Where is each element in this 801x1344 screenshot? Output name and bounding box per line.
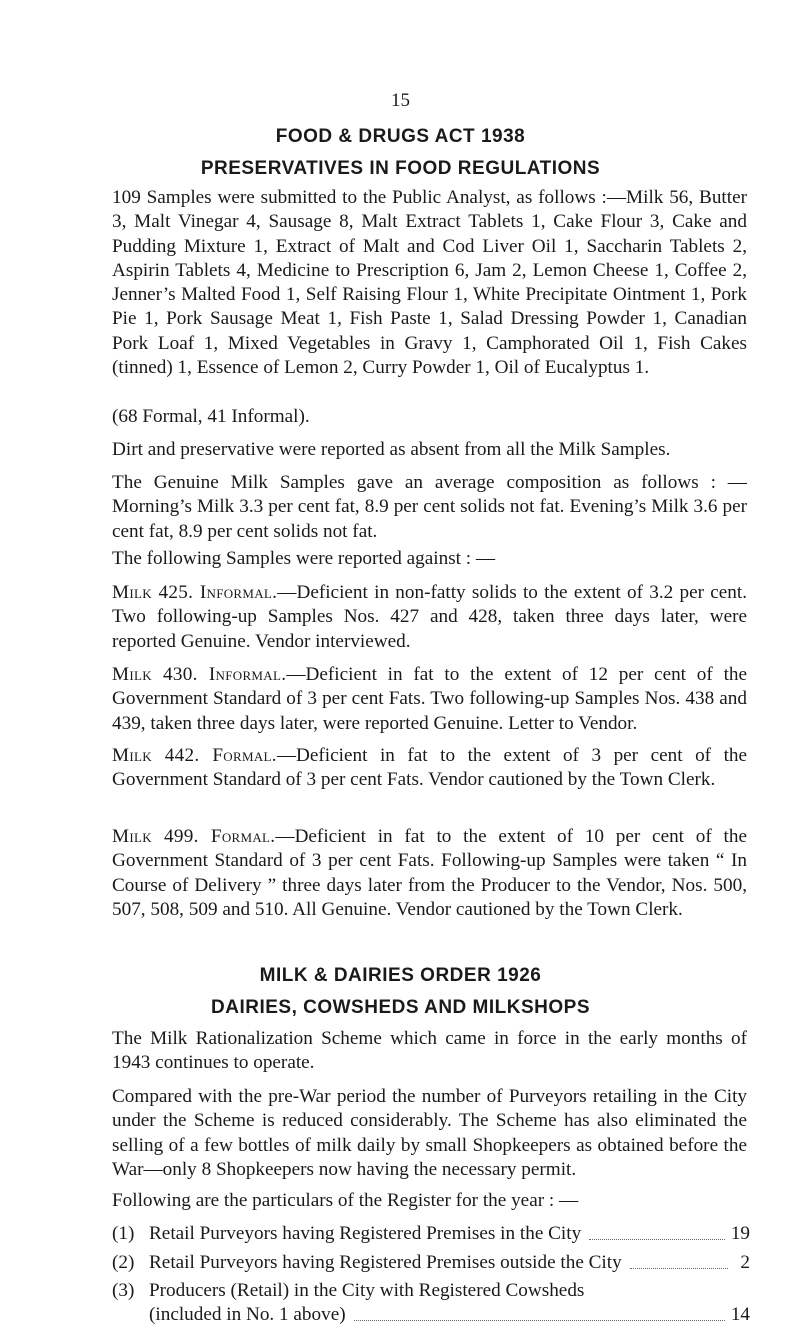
register-item-1 (112, 1222, 750, 1246)
register-item-value: 19 (730, 1223, 750, 1244)
register-item-label: Producers (Retail) in the City with Registered Cowsheds (149, 1280, 585, 1301)
register-item-number: (3) (112, 1280, 135, 1301)
paragraph-formal-informal: (68 Formal, 41 Informal). (112, 406, 310, 427)
paragraph-dirt-preservative: Dirt and preservative were reported as absent from all the Milk Samples. (112, 439, 671, 460)
dot-leader (354, 1303, 725, 1321)
page-number: 15 (391, 90, 410, 111)
heading-milk-dairies-order: MILK & DAIRIES ORDER 1926 (259, 965, 542, 986)
milk-sample-430-text: —Deficient in fat to the extent of 12 per cent of the Government Standard of 3 per cent Fats. Two following-up Samples Nos. 438 and 439, taken three days later, were reported Genuine. Letter to Vendor. (112, 664, 748, 734)
milk-sample-442 (112, 744, 747, 793)
dot-leader (630, 1251, 728, 1269)
register-item-number: (2) (112, 1252, 135, 1273)
paragraph-pre-war-comparison: Compared with the pre-War period the number of Purveyors retailing in the City under the Scheme is reduced considerably. The Scheme has also eliminated the selling of a few bottles of milk daily by small Shopkeepers as obtained before the War—only 8 Shopkeepers now having the necessary permit. (112, 1086, 747, 1180)
paragraph-reported-against: The following Samples were reported against : — (112, 548, 496, 569)
dot-leader (589, 1222, 725, 1240)
register-item-value: 2 (740, 1252, 750, 1273)
milk-sample-442-label: Milk 442. Formal. (112, 745, 277, 766)
milk-sample-430 (112, 663, 747, 736)
register-item-label-continuation: (included in No. 1 above) (149, 1304, 346, 1325)
milk-sample-425-text: —Deficient in non-fatty solids to the extent of 3.2 per cent. Two following-up Samples Nos. 427 and 428, taken three days later, were reported Genuine. Vendor interviewed. (112, 582, 747, 652)
heading-preservatives: PRESERVATIVES IN FOOD REGULATIONS (200, 158, 601, 179)
paragraph-genuine-composition: The Genuine Milk Samples gave an average composition as follows : — Morning’s Milk 3.3 per cent fat, 8.9 per cent solids not fat. Evening’s Milk 3.6 per cent fat, 8.9 per cent solids not fat. (112, 472, 747, 542)
paragraph-rationalization-scheme: The Milk Rationalization Scheme which came in force in the early months of 1943 continues to operate. (112, 1028, 747, 1074)
register-item-label: Retail Purveyors having Registered Premises outside the City (149, 1252, 622, 1273)
milk-sample-499 (112, 825, 747, 922)
milk-sample-425-label: Milk 425. Informal. (112, 582, 278, 603)
heading-dairies-cowsheds: DAIRIES, COWSHEDS AND MILKSHOPS (211, 997, 590, 1018)
milk-sample-499-label: Milk 499. Formal. (112, 826, 276, 847)
paragraph-register-intro: Following are the particulars of the Register for the year : — (112, 1190, 579, 1211)
register-item-3-continuation (149, 1303, 750, 1327)
register-item-number: (1) (112, 1223, 135, 1244)
milk-sample-425 (112, 581, 747, 654)
register-item-value: 14 (730, 1304, 750, 1325)
register-item-3 (112, 1279, 750, 1303)
milk-sample-430-label: Milk 430. Informal. (112, 664, 287, 685)
milk-sample-499-text: —Deficient in fat to the extent of 10 per cent of the Government Standard of 3 per cent Fats. Following-up Samples were taken “ In Course of Delivery ” three days later from the Producer to the Vendor, Nos. 500, 507, 508, 509 and 510. All Genuine. Vendor cautioned by the Town Clerk. (112, 826, 747, 920)
milk-sample-442-text: —Deficient in fat to the extent of 3 per cent of the Government Standard of 3 per cent Fats. Vendor cautioned by the Town Clerk. (112, 745, 748, 791)
register-item-label: Retail Purveyors having Registered Premises in the City (149, 1223, 582, 1244)
register-item-2 (112, 1251, 750, 1275)
paragraph-samples: 109 Samples were submitted to the Public Analyst, as follows :—Milk 56, Butter 3, Malt Vinegar 4, Sausage 8, Malt Extract Tablets 1, Cake Flour 3, Cake and Pudding Mixture 1, Extract of Malt and Cod Liver Oil 1, Saccharin Tablets 2, Aspirin Tablets 4, Medicine to Prescription 6, Jam 2, Lemon Cheese 1, Coffee 2, Jenner’s Malted Food 1, Self Raising Flour 1, White Precipitate Ointment 1, Pork Pie 1, Pork Sausage Meat 1, Fish Paste 1, Salad Dressing Powder 1, Canadian Pork Loaf 1, Mixed Vegetables in Gravy 1, Camphorated Oil 1, Fish Cakes (tinned) 1, Essence of Lemon 2, Curry Powder 1, Oil of Eucalyptus 1. (112, 187, 747, 379)
heading-food-drugs-act: FOOD & DRUGS ACT 1938 (275, 126, 526, 147)
